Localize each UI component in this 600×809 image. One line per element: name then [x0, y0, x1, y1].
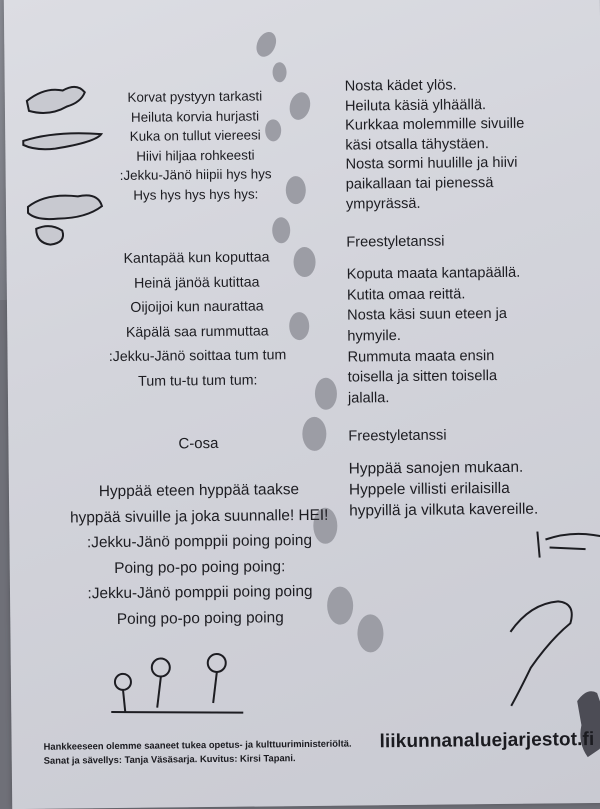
lyric-line: :Jekku-Jänö pomppii poing poing [87, 582, 313, 603]
instruction-line: Heiluta käsiä ylhäällä. [344, 96, 487, 115]
lyrics-column [65, 86, 331, 633]
instruction-line: hymyile. [347, 327, 401, 345]
instruction-line: hypyillä ja vilkuta kavereille. [349, 500, 539, 520]
funding-note: Hankkeeseen olemme saaneet tukea opetus- ja kulttuuriministeriöltä. [43, 737, 352, 752]
flower-icon [111, 654, 244, 714]
freestyle-heading-1: Freestyletanssi [346, 233, 445, 251]
instruction-line: Nosta kädet ylös. [344, 77, 457, 95]
credits-footer [44, 737, 352, 768]
lyric-line: Kuka on tullut viereesi [129, 127, 261, 144]
instruction-line: Kurkkaa molemmille sivuille [345, 115, 525, 134]
lyric-line: Tum tu-tu tum tum: [138, 372, 258, 390]
lyric-line: Heiluta korvia hurjasti [130, 107, 260, 125]
lyric-line: Poing po-po poing poing [116, 608, 284, 628]
lyric-line: Hyppää eteen hyppää taakse [98, 481, 300, 501]
c-section-heading: C-osa [178, 434, 219, 453]
instruction-line: käsi otsalla tähystäen. [345, 135, 490, 154]
instructions-block-3 [349, 456, 590, 522]
lyric-line: Heinä jänöä kutittaa [133, 273, 260, 292]
instructions-block-1 [345, 75, 586, 215]
lyric-line: hyppää sivuille ja joka suunnalle! HEI! [69, 506, 329, 526]
authors-note: Sanat ja sävellys: Tanja Väsäsarja. Kuvitus: Kirsi Tapani. [43, 752, 296, 766]
paper-sheet [4, 0, 600, 809]
lyrics-stanza-1 [65, 86, 326, 206]
instruction-line: toisella ja sitten toisella [347, 368, 498, 386]
instruction-line: Hyppää sanojen mukaan. [348, 459, 524, 478]
instructions-block-2 [347, 262, 588, 409]
hand-icon [537, 531, 600, 558]
freestyle-heading-2: Freestyletanssi [348, 427, 447, 445]
instruction-line: Nosta käsi suun eteen ja [347, 306, 508, 324]
song-page [4, 0, 600, 809]
lyric-line: Hiivi hiljaa rohkeesti [136, 147, 255, 164]
lyrics-stanza-3 [69, 477, 331, 633]
instruction-line: ympyrässä. [345, 195, 421, 213]
lyric-line: :Jekku-Jänö soittaa tum tum [108, 347, 287, 366]
instruction-line: Nosta sormi huulille ja hiivi [345, 155, 518, 173]
instruction-line: Koputa maata kantapäällä. [346, 264, 521, 283]
leg-icon [510, 601, 573, 706]
brand-url: liikunnanaluejarjestot.fi [379, 729, 595, 753]
lyric-line: Kantapää kun koputtaa [123, 249, 270, 267]
instruction-line: Hyppele villisti erilaisilla [348, 480, 510, 499]
instructions-column [345, 75, 590, 522]
lyric-line: :Jekku-Jänö hiipii hys hys [119, 166, 272, 183]
instruction-line: paikallaan tai pienessä [345, 174, 494, 193]
lyric-line: Hys hys hys hys hys: [133, 185, 259, 203]
instruction-line: Rummuta maata ensin [347, 347, 495, 366]
instruction-line: Kutita omaa reittä. [346, 286, 466, 304]
lyric-line: Käpälä saa rummuttaa [125, 322, 269, 341]
lyric-line: Poing po-po poing poing: [114, 557, 286, 577]
lyric-line: Korvat pystyyn tarkasti [127, 88, 263, 105]
lyric-line: Oijoijoi kun naurattaa [130, 298, 264, 316]
lyrics-stanza-2 [66, 245, 328, 395]
instruction-line: jalalla. [347, 389, 390, 407]
lyric-line: :Jekku-Jänö pomppii poing poing [86, 531, 313, 552]
